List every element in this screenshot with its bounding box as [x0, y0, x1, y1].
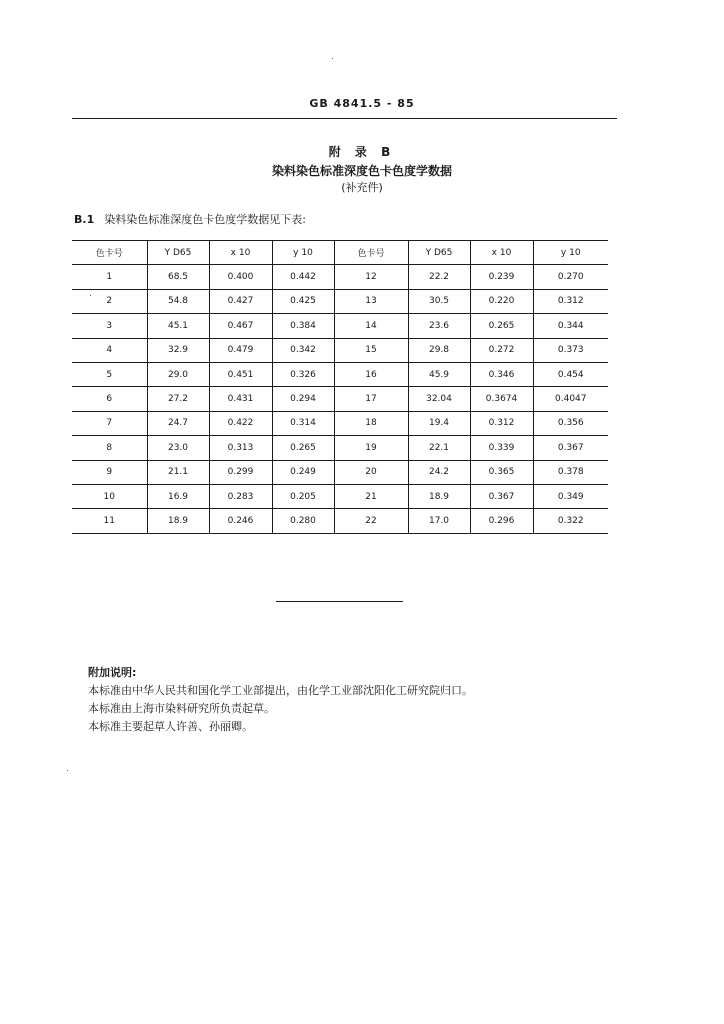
table-cell: 0.454	[533, 362, 608, 386]
table-cell: 0.283	[209, 484, 272, 508]
table-cell: 13	[334, 289, 408, 313]
table-cell: 0.249	[272, 460, 334, 484]
table-cell: 0.384	[272, 314, 334, 338]
appendix-title: 附 录 B	[328, 145, 396, 159]
table-row	[72, 436, 608, 460]
table-cell: 0.451	[209, 362, 272, 386]
table-cell: 0.378	[533, 460, 608, 484]
table-row	[72, 387, 608, 411]
table-cell: 0.356	[533, 411, 608, 435]
table-cell: 5	[72, 362, 147, 386]
table-cell: 3	[72, 314, 147, 338]
table-cell: 21.1	[147, 460, 209, 484]
table-cell: 0.373	[533, 338, 608, 362]
additional-notes	[88, 664, 473, 736]
table-cell: 0.342	[272, 338, 334, 362]
table-cell: 1	[72, 265, 147, 289]
table-cell: 0.312	[533, 289, 608, 313]
table-cell: 0.367	[470, 484, 533, 508]
table-cell: 0.312	[470, 411, 533, 435]
table-cell: 0.400	[209, 265, 272, 289]
notes-line: 本标准主要起草人许善、孙丽卿。	[88, 720, 253, 733]
table-row	[72, 289, 608, 313]
table-cell: 19.4	[408, 411, 470, 435]
notes-heading: 附加说明:	[88, 666, 137, 679]
table-cell: 0.339	[470, 436, 533, 460]
table-cell: 0.296	[470, 509, 533, 533]
column-header: y 10	[272, 241, 334, 265]
table-cell: 29.0	[147, 362, 209, 386]
table-cell: 0.299	[209, 460, 272, 484]
standard-code: GB 4841.5 - 85	[309, 97, 415, 110]
table-cell: 45.1	[147, 314, 209, 338]
table-cell: 0.442	[272, 265, 334, 289]
table-cell: 17.0	[408, 509, 470, 533]
table-cell: 22.1	[408, 436, 470, 460]
table-cell: 18.9	[408, 484, 470, 508]
column-header: x 10	[470, 241, 533, 265]
table-cell: 10	[72, 484, 147, 508]
table-cell: 0.280	[272, 509, 334, 533]
table-cell: 0.265	[272, 436, 334, 460]
table-cell: 32.9	[147, 338, 209, 362]
table-cell: 16	[334, 362, 408, 386]
table-cell: 68.5	[147, 265, 209, 289]
table-cell: 0.3674	[470, 387, 533, 411]
table-cell: 18	[334, 411, 408, 435]
appendix-subtitle: 染料染色标准深度色卡色度学数据	[271, 164, 452, 178]
table-row	[72, 411, 608, 435]
notes-line: 本标准由中华人民共和国化学工业部提出，由化学工业部沈阳化工研究院归口。	[88, 684, 473, 697]
table-cell: 24.7	[147, 411, 209, 435]
table-cell: 29.8	[408, 338, 470, 362]
table-cell: 0.425	[272, 289, 334, 313]
table-cell: 0.367	[533, 436, 608, 460]
table-cell: 27.2	[147, 387, 209, 411]
table-cell: 8	[72, 436, 147, 460]
table-cell: 6	[72, 387, 147, 411]
table-cell: 20	[334, 460, 408, 484]
column-header: 色卡号	[72, 241, 147, 265]
table-cell: 9	[72, 460, 147, 484]
table-cell: 23.0	[147, 436, 209, 460]
table-cell: 22	[334, 509, 408, 533]
section-heading	[74, 211, 306, 227]
table-body	[72, 265, 608, 533]
table-cell: 24.2	[408, 460, 470, 484]
table-row	[72, 460, 608, 484]
table-cell: 2	[72, 289, 147, 313]
table-header-row	[72, 241, 608, 265]
table-cell: 7	[72, 411, 147, 435]
table-cell: 19	[334, 436, 408, 460]
table-cell: 0.246	[209, 509, 272, 533]
table-cell: 0.346	[470, 362, 533, 386]
colorimetric-data-table	[72, 240, 608, 534]
table-cell: 0.467	[209, 314, 272, 338]
table-cell: 0.220	[470, 289, 533, 313]
table-cell: 0.326	[272, 362, 334, 386]
table-cell: 0.479	[209, 338, 272, 362]
table-cell: 45.9	[408, 362, 470, 386]
table-cell: 0.422	[209, 411, 272, 435]
table-cell: 0.272	[470, 338, 533, 362]
notes-line: 本标准由上海市染料研究所负责起草。	[88, 702, 275, 715]
section-number: B.1	[74, 213, 95, 226]
scan-speck	[67, 770, 68, 771]
table-cell: 30.5	[408, 289, 470, 313]
table-cell: 0.4047	[533, 387, 608, 411]
table-cell: 12	[334, 265, 408, 289]
column-header: Y D65	[408, 241, 470, 265]
table-cell: 32.04	[408, 387, 470, 411]
column-header: 色卡号	[334, 241, 408, 265]
table-cell: 0.427	[209, 289, 272, 313]
table-cell: 0.294	[272, 387, 334, 411]
table-cell: 0.431	[209, 387, 272, 411]
table-cell: 54.8	[147, 289, 209, 313]
table-cell: 23.6	[408, 314, 470, 338]
table-cell: 0.314	[272, 411, 334, 435]
section-text: 染料染色标准深度色卡色度学数据见下表:	[104, 213, 306, 226]
table-cell: 0.270	[533, 265, 608, 289]
table-row	[72, 362, 608, 386]
table-cell: 0.239	[470, 265, 533, 289]
table-cell: 21	[334, 484, 408, 508]
table-cell: 16.9	[147, 484, 209, 508]
table-row	[72, 314, 608, 338]
table-row	[72, 265, 608, 289]
table-cell: 14	[334, 314, 408, 338]
appendix-note: (补充件)	[341, 181, 383, 194]
table-cell: 15	[334, 338, 408, 362]
table-cell: 0.344	[533, 314, 608, 338]
table-row	[72, 509, 608, 533]
column-header: y 10	[533, 241, 608, 265]
column-header: x 10	[209, 241, 272, 265]
table-cell: 0.322	[533, 509, 608, 533]
closing-rule	[276, 601, 403, 602]
column-header: Y D65	[147, 241, 209, 265]
table-cell: 22.2	[408, 265, 470, 289]
table-cell: 0.365	[470, 460, 533, 484]
table-cell: 11	[72, 509, 147, 533]
table-cell: 0.349	[533, 484, 608, 508]
table-cell: 4	[72, 338, 147, 362]
table-cell: 0.205	[272, 484, 334, 508]
table-cell: 17	[334, 387, 408, 411]
table-cell: 0.265	[470, 314, 533, 338]
table-cell: 18.9	[147, 509, 209, 533]
table-row	[72, 484, 608, 508]
header-rule	[72, 118, 617, 119]
table-row	[72, 338, 608, 362]
scan-speck	[332, 58, 333, 59]
table-cell: 0.313	[209, 436, 272, 460]
